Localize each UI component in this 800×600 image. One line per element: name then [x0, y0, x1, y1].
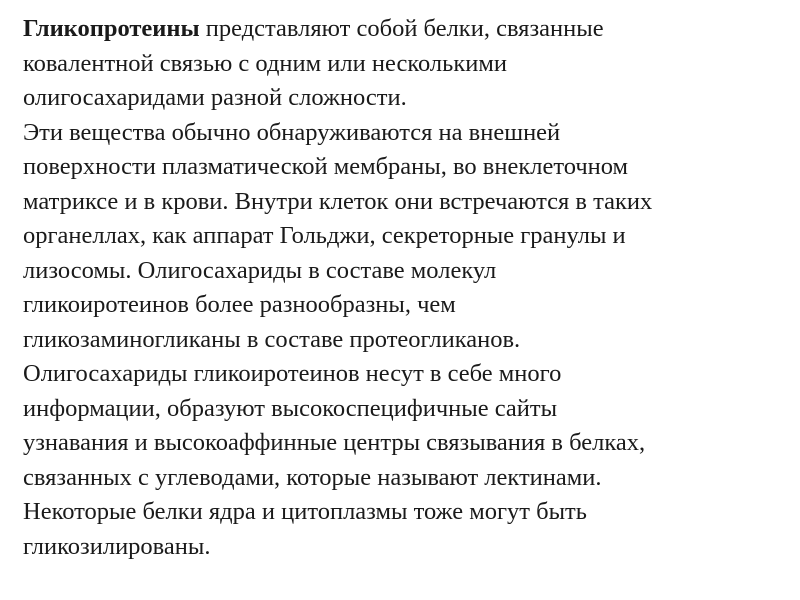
text-line: матриксе и в крови. Внутри клеток они встречаются в таких — [23, 187, 653, 215]
text-line — [23, 12, 793, 47]
text-line: информации, образуют высокоспецифичные сайты — [23, 394, 558, 422]
text-line: ковалентной связью с одним или несколькими — [23, 49, 507, 77]
text-line-segment: представляют собой белки, связанные — [199, 15, 604, 42]
text-line: гликоиротеинов более разнообразны, чем — [23, 291, 456, 318]
text-line: узнавания и высокоаффинные центры связывания в белках, — [23, 429, 646, 456]
text-line: органеллах, как аппарат Гольджи, секреторные гранулы и — [23, 222, 626, 249]
body-text — [23, 12, 793, 564]
text-line: связанных с углеводами, которые называют лектинами. — [23, 463, 602, 491]
text-line: Некоторые белки ядра и цитоплазмы тоже могут быть — [23, 498, 587, 525]
text-line: олигосахаридами разной сложности. — [23, 84, 407, 111]
text-line: поверхности плазматической мембраны, во внеклеточном — [23, 153, 629, 180]
text-line: Эти вещества обычно обнаруживаются на внешней — [23, 118, 561, 146]
term-heading: Гликопротеины — [23, 15, 200, 42]
text-line: лизосомы. Олигосахариды в составе молекул — [23, 256, 497, 284]
text-line: гликозаминогликаны в составе протеогликанов. — [23, 325, 521, 353]
text-line: Олигосахариды гликоиротеинов несут в себе много — [23, 360, 562, 387]
text-line: гликозилированы. — [23, 532, 211, 560]
